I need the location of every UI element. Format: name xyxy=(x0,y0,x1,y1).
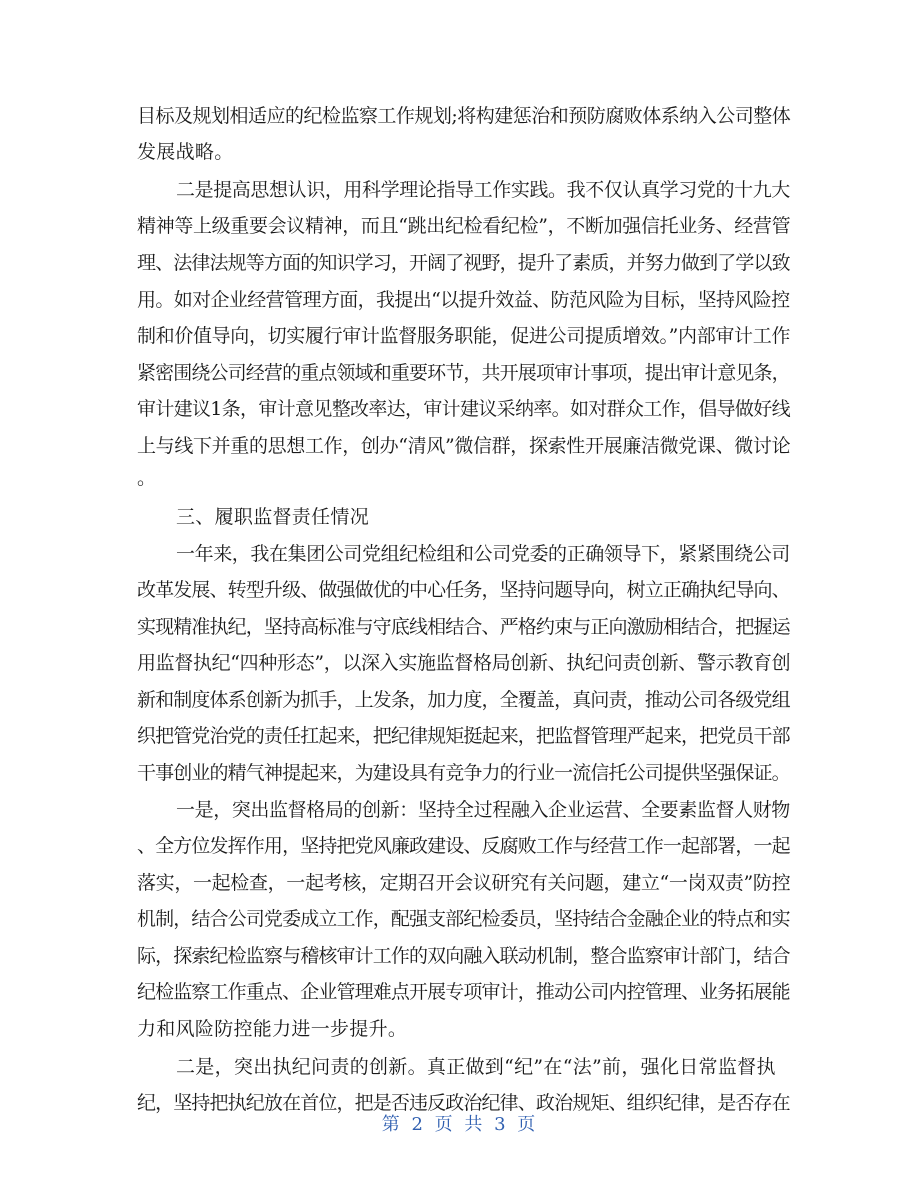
text-line: 实现精准执纪，坚持高标准与守底线相结合、严格约束与正向激励相结合，把握运 xyxy=(137,616,790,638)
text-line: 用。如对企业经营管理方面，我提出“以提升效益、防范风险为目标，坚持风险控 xyxy=(137,289,790,311)
paragraph-start-line: 一年来，我在集团公司党组纪检组和公司党委的正确领导下，紧紧围绕公司 xyxy=(176,543,790,565)
text-line: 上与线下并重的思想工作，创办“清风”微信群，探索性开展廉洁微党课、微讨论 xyxy=(137,435,791,457)
text-line: 机制，结合公司党委成立工作，配强支部纪检委员，坚持结合金融企业的特点和实 xyxy=(137,908,790,930)
text-line: 审计建议1条，审计意见整改率达，审计建议采纳率。如对群众工作，倡导做好线 xyxy=(137,398,790,420)
paragraph-start-line: 二是，突出执纪问责的创新。真正做到“纪”在“法”前，强化日常监督执 xyxy=(176,1056,776,1078)
text-line: 。 xyxy=(137,467,157,489)
text-line: 织把管党治党的责任扛起来，把纪律规矩挺起来，把监督管理严起来，把党员干部 xyxy=(137,725,790,747)
paragraph-start-line: 二是提高思想认识，用科学理论指导工作实践。我不仅认真学习党的十九大 xyxy=(176,179,790,201)
text-line: 落实，一起检查，一起考核，定期召开会议研究有关问题，建立“一岗双责”防控 xyxy=(137,872,791,894)
page-number-footer: 第 2 页 共 3 页 xyxy=(381,1114,539,1135)
text-line: 纪，坚持把执纪放在首位，把是否违反政治纪律、政治规矩、组织纪律，是否存在 xyxy=(137,1092,790,1114)
text-line: 、全方位发挥作用，坚持把党风廉政建设、反腐败工作与经营工作一起部署，一起 xyxy=(137,835,790,857)
text-line: 发展战略。 xyxy=(137,141,234,163)
text-line: 力和风险防控能力进一步提升。 xyxy=(137,1018,408,1040)
text-line: 理、法律法规等方面的知识学习，开阔了视野，提升了素质，并努力做到了学以致 xyxy=(137,252,790,274)
text-line: 精神等上级重要会议精神，而且“跳出纪检看纪检”，不断加强信托业务、经营管 xyxy=(137,215,791,237)
paragraph-start-line: 一是，突出监督格局的创新：坚持全过程融入企业运营、全要素监督人财物 xyxy=(176,799,790,821)
text-line: 改革发展、转型升级、做强做优的中心任务，坚持问题导向，树立正确执纪导向、 xyxy=(137,579,790,601)
section-heading: 三、履职监督责任情况 xyxy=(176,506,370,528)
text-line: 干事创业的精气神提起来，为建设具有竞争力的行业一流信托公司提供坚强保证。 xyxy=(137,762,790,784)
text-line: 紧密围绕公司经营的重点领域和重要环节，共开展项审计事项，提出审计意见条， xyxy=(137,362,790,384)
text-line: 纪检监察工作重点、企业管理难点开展专项审计，推动公司内控管理、业务拓展能 xyxy=(137,981,790,1003)
text-line: 际，探索纪检监察与稽核审计工作的双向融入联动机制，整合监察审计部门，结合 xyxy=(137,945,790,967)
text-line: 目标及规划相适应的纪检监察工作规划;将构建惩治和预防腐败体系纳入公司整体 xyxy=(137,105,791,127)
text-line: 制和价值导向，切实履行审计监督服务职能，促进公司提质增效。”内部审计工作 xyxy=(137,325,791,347)
text-line: 新和制度体系创新为抓手，上发条，加力度，全覆盖，真问责，推动公司各级党组 xyxy=(137,689,790,711)
text-line: 用监督执纪“四种形态”，以深入实施监督格局创新、执纪问责创新、警示教育创 xyxy=(137,652,791,674)
